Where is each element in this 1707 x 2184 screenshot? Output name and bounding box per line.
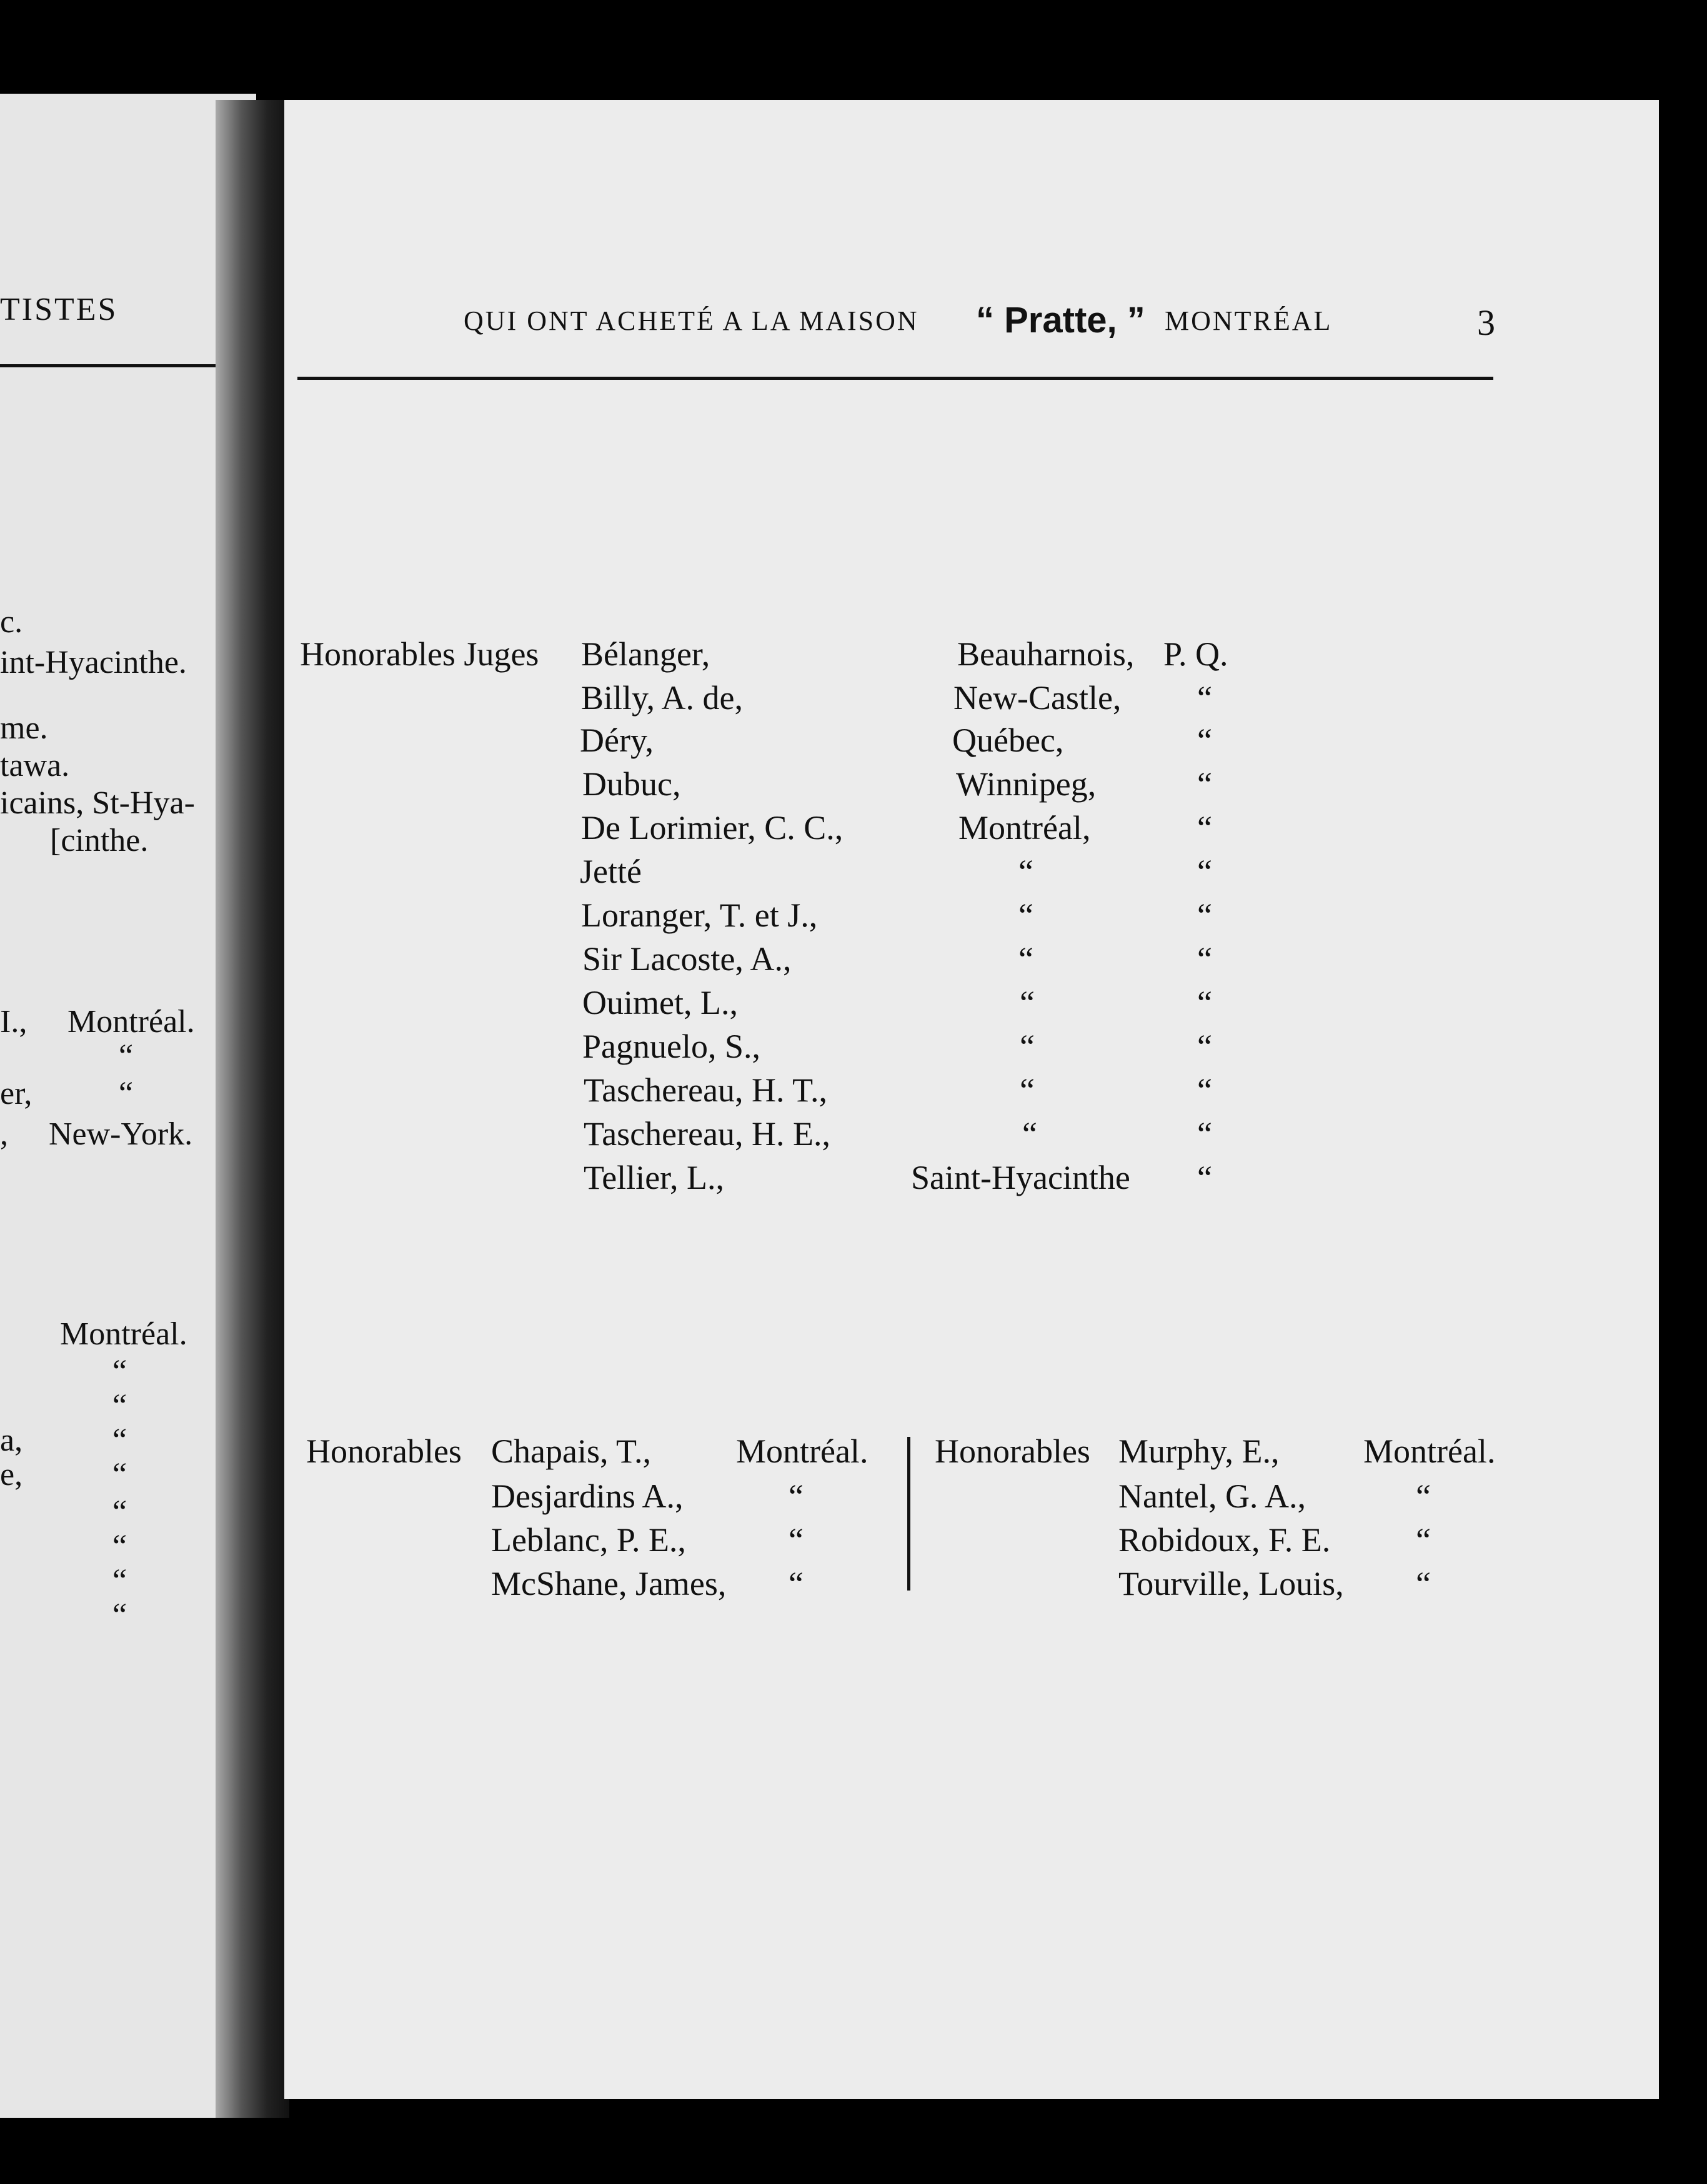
- page: [284, 100, 1659, 2099]
- honorable-place: “: [1416, 1565, 1431, 1602]
- honorables-left-label: Honorables: [306, 1432, 462, 1470]
- judge-place: Montréal,: [958, 809, 1091, 846]
- judge-place: “: [1018, 853, 1033, 890]
- left-line-place: “: [112, 1494, 127, 1530]
- left-line: ,: [0, 1116, 8, 1152]
- left-line-place: New-York.: [49, 1116, 193, 1152]
- judge-place: Saint-Hyacinthe: [911, 1159, 1130, 1196]
- judge-province: “: [1197, 1159, 1212, 1196]
- judge-province: “: [1197, 1028, 1212, 1065]
- judge-place: “: [1020, 984, 1035, 1021]
- honorable-name: Robidoux, F. E.: [1118, 1521, 1331, 1559]
- running-header-text: QUI ONT ACHETÉ A LA MAISON: [464, 305, 919, 336]
- honorable-name: Desjardins A.,: [491, 1477, 684, 1515]
- judge-name: Ouimet, L.,: [582, 984, 738, 1021]
- judge-place: “: [1018, 896, 1033, 934]
- left-line: e,: [0, 1457, 23, 1492]
- judge-name: Loranger, T. et J.,: [581, 896, 818, 934]
- judge-province: “: [1197, 940, 1212, 978]
- left-line: I.,: [0, 1004, 27, 1040]
- judge-name: Dubuc,: [582, 765, 681, 803]
- left-line-place: “: [119, 1076, 134, 1111]
- judge-name: De Lorimier, C. C.,: [581, 809, 844, 846]
- judge-name: Taschereau, H. E.,: [584, 1115, 831, 1153]
- header-rule: [297, 377, 1493, 380]
- left-line: c.: [0, 604, 23, 640]
- left-line-place: “: [112, 1388, 127, 1424]
- honorable-name: Leblanc, P. E.,: [491, 1521, 686, 1559]
- left-line-place: Montréal.: [60, 1316, 187, 1352]
- judge-province: “: [1197, 722, 1212, 759]
- judge-place: Beauharnois,: [957, 635, 1135, 673]
- judge-place: “: [1022, 1115, 1037, 1153]
- left-line: a,: [0, 1422, 23, 1458]
- left-page-header: TISTES: [0, 292, 118, 327]
- left-line-place: “: [112, 1354, 127, 1389]
- left-line-place: Montréal.: [67, 1004, 195, 1040]
- judge-place: “: [1018, 940, 1033, 978]
- judge-province: P. Q.: [1163, 635, 1228, 673]
- honorable-name: Tourville, Louis,: [1118, 1565, 1344, 1602]
- judge-name: Pagnuelo, S.,: [582, 1028, 761, 1065]
- left-line-place: “: [112, 1422, 127, 1458]
- judge-place: Winnipeg,: [956, 765, 1097, 803]
- judge-name: Taschereau, H. T.,: [584, 1071, 828, 1109]
- honorable-place: “: [789, 1521, 804, 1559]
- judge-province: “: [1197, 853, 1212, 890]
- judge-name: Déry,: [580, 722, 654, 759]
- left-line-place: “: [119, 1038, 134, 1074]
- honorable-place: “: [789, 1565, 804, 1602]
- left-line: [cinthe.: [50, 823, 149, 858]
- book-spine-shadow: [216, 100, 289, 2118]
- judge-place: “: [1020, 1028, 1035, 1065]
- honorable-place: “: [789, 1477, 804, 1515]
- judge-province: “: [1197, 1115, 1212, 1153]
- left-line-place: “: [112, 1529, 127, 1564]
- judge-province: “: [1197, 984, 1212, 1021]
- honorable-place: Montréal.: [736, 1432, 868, 1470]
- honorable-name: Chapais, T.,: [491, 1432, 651, 1470]
- judge-province: “: [1197, 1071, 1212, 1109]
- left-line: int-Hyacinthe.: [0, 645, 187, 680]
- honorable-name: Murphy, E.,: [1118, 1432, 1280, 1470]
- honorable-place: “: [1416, 1521, 1431, 1559]
- judge-place: Québec,: [952, 722, 1064, 759]
- judges-group-label: Honorables Juges: [300, 635, 539, 673]
- left-line: me.: [0, 710, 48, 746]
- left-line: tawa.: [0, 748, 70, 783]
- judge-name: Billy, A. de,: [581, 679, 744, 717]
- running-header-brand: “ Pratte, ”: [976, 300, 1145, 340]
- left-line: icains, St-Hya-: [0, 785, 195, 821]
- judge-province: “: [1197, 765, 1212, 803]
- left-line-place: “: [112, 1457, 127, 1492]
- honorable-name: McShane, James,: [491, 1565, 727, 1602]
- running-header-city: MONTRÉAL: [1165, 305, 1333, 336]
- judge-name: Sir Lacoste, A.,: [582, 940, 792, 978]
- left-line: er,: [0, 1076, 32, 1111]
- left-line-place: “: [112, 1563, 127, 1599]
- judge-name: Tellier, L.,: [584, 1159, 724, 1196]
- judge-place: New-Castle,: [953, 679, 1122, 717]
- judge-name: Jetté: [580, 853, 642, 890]
- page-number: 3: [1477, 302, 1495, 343]
- left-line-place: “: [112, 1597, 127, 1633]
- honorables-right-label: Honorables: [935, 1432, 1090, 1470]
- judge-province: “: [1197, 896, 1212, 934]
- left-page-header-rule: [0, 364, 230, 367]
- judge-place: “: [1020, 1071, 1035, 1109]
- judge-province: “: [1197, 809, 1212, 846]
- judge-name: Bélanger,: [581, 635, 710, 673]
- judge-province: “: [1197, 679, 1212, 717]
- honorable-name: Nantel, G. A.,: [1118, 1477, 1306, 1515]
- honorable-place: Montréal.: [1363, 1432, 1496, 1470]
- honorable-place: “: [1416, 1477, 1431, 1515]
- column-divider: [907, 1437, 910, 1591]
